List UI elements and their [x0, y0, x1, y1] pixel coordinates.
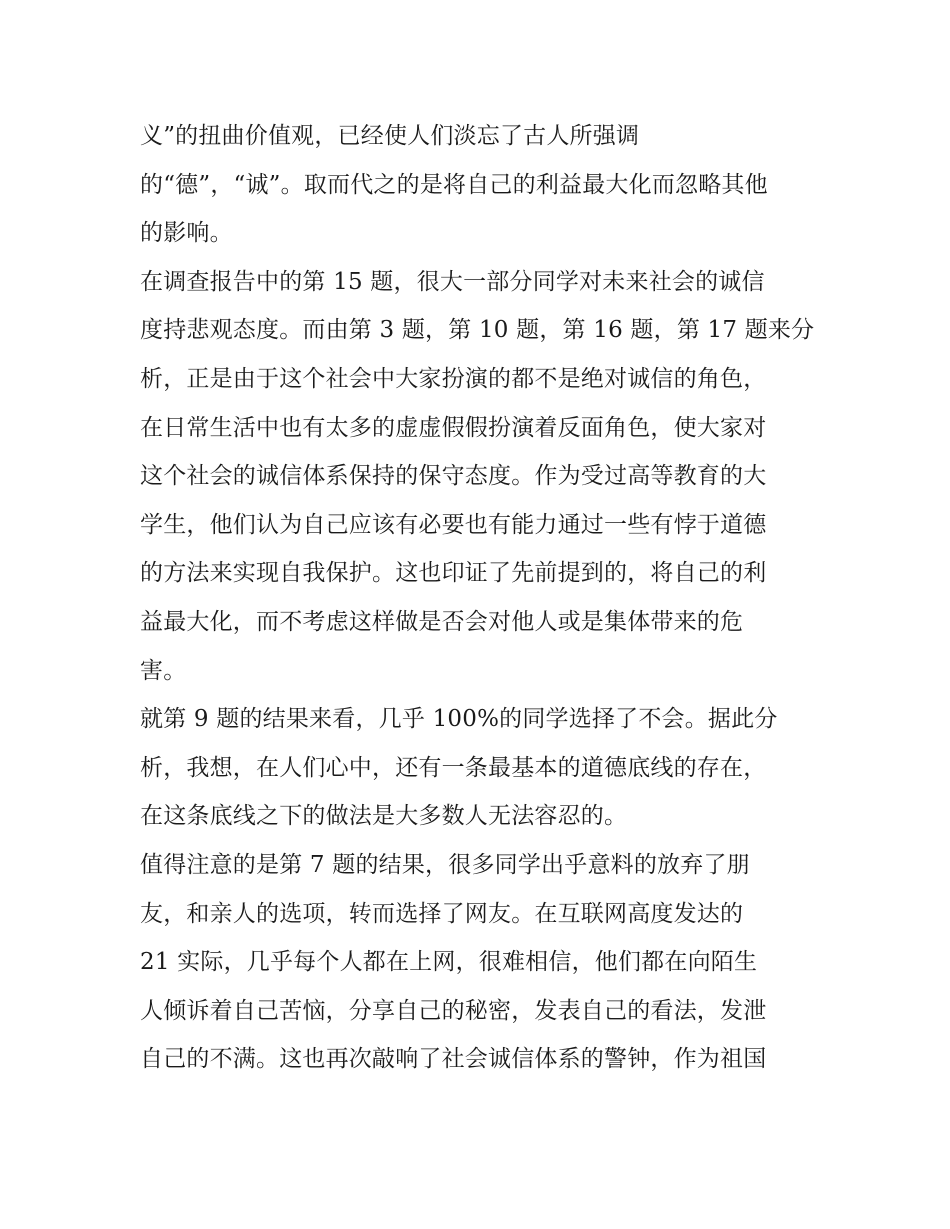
text-line: 害。	[140, 657, 187, 684]
text-line: 的“德”，“诚”。取而代之的是将自己的利益最大化而忽略其他	[140, 171, 768, 198]
text-line: 就第 9 题的结果来看，几乎 100%的同学选择了不会。据此分	[140, 706, 778, 733]
text-line: 义”的扭曲价值观，已经使人们淡忘了古人所强调	[140, 123, 640, 149]
text-line: 在日常生活中也有太多的虚虚假假扮演着反面角色，使大家对	[140, 414, 767, 441]
text-line: 友，和亲人的选项，转而选择了网友。在互联网高度发达的	[140, 900, 744, 927]
text-line: 学生，他们认为自己应该有必要也有能力通过一些有悖于道德	[140, 511, 767, 538]
text-line: 人倾诉着自己苦恼，分享自己的秘密，发表自己的看法，发泄	[140, 997, 767, 1024]
text-line: 析，正是由于这个社会中大家扮演的都不是绝对诚信的角色，	[140, 365, 767, 392]
text-line: 益最大化，而不考虑这样做是否会对他人或是集体带来的危	[140, 608, 744, 635]
body-text	[140, 112, 820, 1084]
text-line: 在调查报告中的第 15 题，很大一部分同学对未来社会的诚信	[140, 268, 765, 295]
text-line: 的方法来实现自我保护。这也印证了先前提到的，将自己的利	[140, 560, 767, 587]
text-line: 这个社会的诚信体系保持的保守态度。作为受过高等教育的大	[140, 463, 767, 490]
text-line: 自己的不满。这也再次敲响了社会诚信体系的警钟，作为祖国	[140, 1046, 767, 1073]
text-line: 析，我想，在人们心中，还有一条最基本的道德底线的存在，	[140, 754, 767, 781]
text-line: 的影响。	[140, 220, 233, 247]
text-line: 值得注意的是第 7 题的结果，很多同学出乎意料的放弃了朋	[140, 851, 750, 878]
text-line: 在这条底线之下的做法是大多数人无法容忍的。	[140, 803, 628, 830]
text-line: 21 实际，几乎每个人都在上网，很难相信，他们都在向陌生	[140, 949, 758, 976]
text-line: 度持悲观态度。而由第 3 题，第 10 题，第 16 题，第 17 题来分	[140, 317, 815, 344]
